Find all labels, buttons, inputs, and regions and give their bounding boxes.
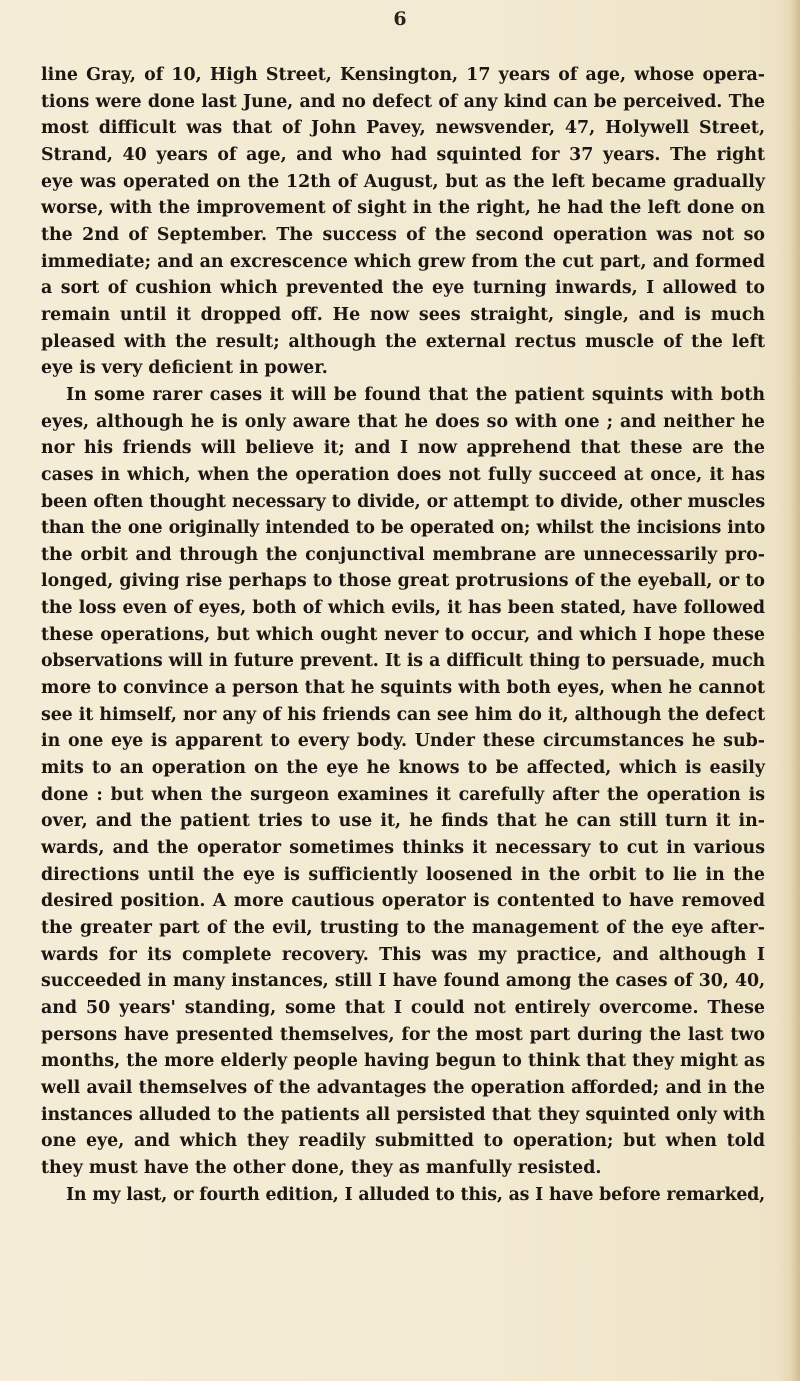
- text-line: immediate; and an excrescence which grew from the cut part, and formed: [41, 251, 765, 272]
- text-line: more to convince a person that he squints with both eyes, when he cannot: [41, 678, 766, 699]
- text-line: In some rarer cases it will be found that the patient squints with both: [66, 384, 765, 405]
- text-line: wards, and the operator sometimes thinks it necessary to cut in various: [41, 838, 765, 859]
- text-line: remain until it dropped off. He now sees straight, single, and is much: [41, 304, 765, 325]
- text-line: mits to an operation on the eye he knows to be affected, which is easily: [41, 758, 765, 779]
- text-line: cases in which, when the operation does not fully succeed at once, it has: [41, 464, 765, 485]
- text-line: the orbit and through the conjunctival membrane are unnecessarily pro-: [41, 544, 765, 565]
- text-line: been often thought necessary to divide, or attempt to divide, other muscles: [41, 491, 765, 512]
- text-line: done : but when the surgeon examines it carefully after the operation is: [41, 784, 765, 805]
- text-line: the loss even of eyes, both of which evils, it has been stated, have followed: [41, 598, 765, 619]
- text-line: In my last, or fourth edition, I alluded to this, as I have before remarked,: [66, 1184, 765, 1205]
- text-line: these operations, but which ought never to occur, and which I hope these: [41, 624, 765, 645]
- text-line: worse, with the improvement of sight in the right, he had the left done on: [41, 198, 765, 219]
- text-line: succeeded in many instances, still I have found among the cases of 30, 40,: [41, 971, 765, 992]
- text-line: and 50 years' standing, some that I could not entirely overcome. These: [41, 997, 765, 1018]
- text-line: pleased with the result; although the external rectus muscle of the left: [41, 331, 765, 352]
- text-line: months, the more elderly people having begun to think that they might as: [41, 1051, 765, 1072]
- text-line: instances alluded to the patients all persisted that they squinted only with: [41, 1104, 765, 1125]
- text-line: eye was operated on the 12th of August, but as the left became gradually: [41, 171, 765, 192]
- text-line: a sort of cushion which prevented the eye turning inwards, I allowed to: [41, 278, 765, 299]
- text-line: tions were done last June, and no defect of any kind can be perceived. The: [41, 91, 765, 112]
- text-line: wards for its complete recovery. This was my practice, and although I: [41, 944, 765, 965]
- text-line: observations will in future prevent. It is a difficult thing to persuade, much: [41, 651, 765, 672]
- text-line: the greater part of the evil, trusting to the management of the eye after-: [41, 918, 765, 938]
- page-number: 6: [393, 8, 407, 30]
- text-line: persons have presented themselves, for the most part during the last two: [41, 1024, 765, 1045]
- text-line: than the one originally intended to be operated on; whilst the incisions into: [41, 518, 765, 539]
- text-line: the 2nd of September. The success of the second operation was not so: [41, 224, 765, 245]
- page-edge-shadow: [790, 0, 800, 1381]
- text-line: in one eye is apparent to every body. Under these circumstances he sub-: [41, 731, 765, 752]
- text-line: desired position. A more cautious operator is contented to have removed: [41, 891, 765, 912]
- text-line: line Gray, of 10, High Street, Kensington, 17 years of age, whose opera-: [41, 65, 765, 85]
- text-line: see it himself, nor any of his friends can see him do it, although the defect: [41, 704, 765, 725]
- text-line: over, and the patient tries to use it, he finds that he can still turn it in-: [41, 811, 765, 832]
- text-line: eye is very deficient in power.: [41, 358, 328, 379]
- text-line: they must have the other done, they as manfully resisted.: [41, 1157, 602, 1178]
- text-line: most difficult was that of John Pavey, newsvender, 47, Holywell Street,: [41, 118, 765, 139]
- text-line: nor his friends will believe it; and I now apprehend that these are the: [41, 438, 765, 459]
- text-line: longed, giving rise perhaps to those great protrusions of the eyeball, or to: [41, 571, 765, 592]
- text-line: one eye, and which they readily submitted to operation; but when told: [41, 1131, 765, 1152]
- text-line: eyes, although he is only aware that he does so with one ; and neither he: [41, 411, 765, 432]
- text-line: well avail themselves of the advantages the operation afforded; and in the: [41, 1077, 765, 1098]
- body-text: [41, 62, 765, 1208]
- text-line: Strand, 40 years of age, and who had squinted for 37 years. The right: [41, 144, 765, 165]
- text-line: directions until the eye is sufficiently loosened in the orbit to lie in the: [41, 864, 765, 885]
